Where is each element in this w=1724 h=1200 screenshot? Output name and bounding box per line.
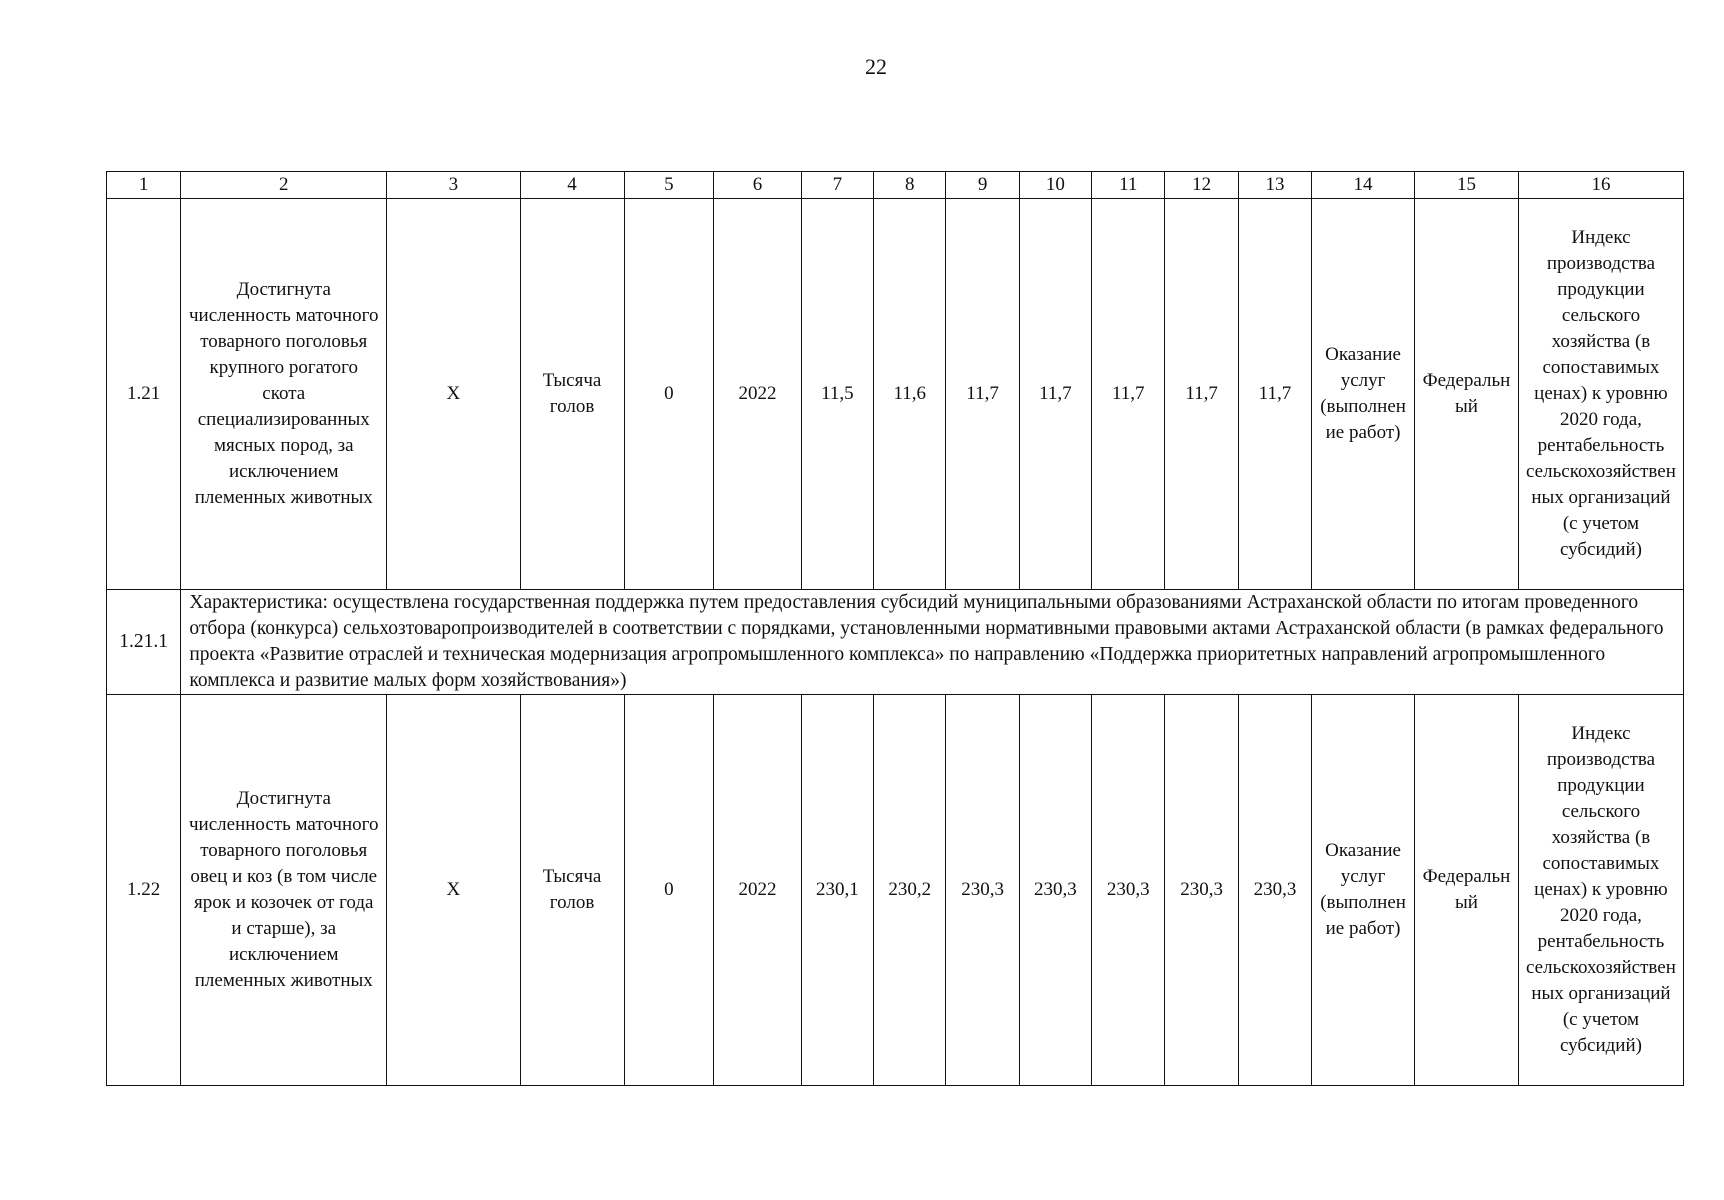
- header-cell: 12: [1165, 172, 1238, 199]
- value-cell: 230,3: [946, 695, 1019, 1086]
- value-cell: 11,7: [1238, 199, 1311, 590]
- value-cell: 11,7: [946, 199, 1019, 590]
- base-value-cell: 0: [624, 695, 714, 1086]
- value-cell: 11,5: [801, 199, 873, 590]
- value-cell: 230,3: [1092, 695, 1165, 1086]
- header-cell: 10: [1019, 172, 1091, 199]
- value-cell: 230,1: [801, 695, 873, 1086]
- header-cell: 2: [181, 172, 387, 199]
- value-cell: 230,3: [1238, 695, 1311, 1086]
- value-cell: 230,3: [1019, 695, 1091, 1086]
- row-number: 1.21.1: [107, 590, 181, 695]
- value-cell: 11,6: [874, 199, 946, 590]
- header-cell: 15: [1415, 172, 1519, 199]
- unit-cell: Тысяча голов: [520, 695, 624, 1086]
- value-cell: 11,7: [1092, 199, 1165, 590]
- year-cell: 2022: [714, 695, 802, 1086]
- header-cell: 6: [714, 172, 802, 199]
- unit-cell: Тысяча голов: [520, 199, 624, 590]
- header-cell: 4: [520, 172, 624, 199]
- characteristic-text: Характеристика: осуществлена государственная поддержка путем предоставления субсидий муниципальными образованиями Астраханской области по итогам проведенного отбора (конкурса) сельхозтоваропроизводителей в соответствии с порядками, установленными нормативными правовыми актами Астраханской области (в рамках федерального проекта «Развитие отраслей и техническая модернизация агропромышленного комплекса» по направлению «Поддержка приоритетных направлений агропромышленного комплекса и развитие малых форм хозяйствования»): [181, 590, 1684, 695]
- indicator-cell: Индекс производства продукции сельского хозяйства (в сопоставимых ценах) к уровню 2020 года, рентабельность сельскохозяйственных организаций (с учетом субсидий): [1518, 695, 1683, 1086]
- header-cell: 11: [1092, 172, 1165, 199]
- results-table: [106, 171, 1684, 1086]
- result-description: Достигнута численность маточного товарного поголовья овец и коз (в том числе ярок и козочек от года и старше), за исключением племенных животных: [181, 695, 387, 1086]
- level-cell: Федеральный: [1415, 199, 1519, 590]
- page-number: 22: [865, 54, 887, 79]
- header-cell: 3: [387, 172, 520, 199]
- table-row-1-21-1: [107, 590, 1684, 695]
- row-number: 1.22: [107, 695, 181, 1086]
- row-number: 1.21: [107, 199, 181, 590]
- header-cell: 13: [1238, 172, 1311, 199]
- type-cell: Оказание услуг (выполнение работ): [1312, 695, 1415, 1086]
- header-cell: 16: [1518, 172, 1683, 199]
- result-description: Достигнута численность маточного товарного поголовья крупного рогатого скота специализированных мясных пород, за исключением племенных животных: [181, 199, 387, 590]
- indicator-cell: Индекс производства продукции сельского хозяйства (в сопоставимых ценах) к уровню 2020 года, рентабельность сельскохозяйственных организаций (с учетом субсидий): [1518, 199, 1683, 590]
- value-cell: 11,7: [1019, 199, 1091, 590]
- value-cell: 230,3: [1165, 695, 1238, 1086]
- table-row-1-22: [107, 695, 1684, 1086]
- header-cell: 5: [624, 172, 714, 199]
- header-cell: 14: [1312, 172, 1415, 199]
- type-cell: Оказание услуг (выполнение работ): [1312, 199, 1415, 590]
- header-cell: 1: [107, 172, 181, 199]
- value-cell: 230,2: [874, 695, 946, 1086]
- value-cell: 11,7: [1165, 199, 1238, 590]
- table-header-row: [107, 172, 1684, 199]
- level-cell: Федеральный: [1415, 695, 1519, 1086]
- header-cell: 8: [874, 172, 946, 199]
- table-row-1-21: [107, 199, 1684, 590]
- header-cell: 9: [946, 172, 1019, 199]
- header-cell: 7: [801, 172, 873, 199]
- year-cell: 2022: [714, 199, 802, 590]
- base-value-cell: 0: [624, 199, 714, 590]
- col3-value: X: [387, 695, 520, 1086]
- col3-value: X: [387, 199, 520, 590]
